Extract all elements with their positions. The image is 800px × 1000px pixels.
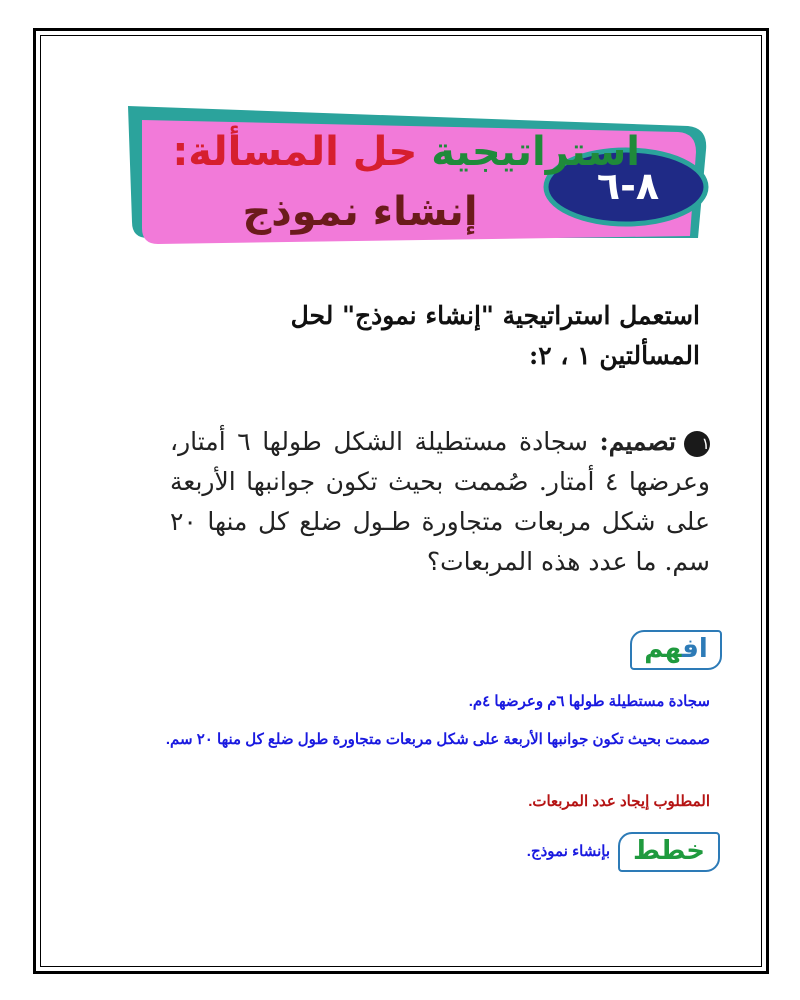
problem-1 — [170, 422, 710, 582]
understand-note-1: سجادة مستطيلة طولها ٦م وعرضها ٤م. — [468, 693, 710, 710]
understand-label-a: اف — [681, 634, 708, 664]
plan-badge: خطط — [618, 832, 720, 872]
intro-text — [180, 296, 700, 376]
title-part-3: المسألة: — [172, 129, 339, 175]
title-part-1: استراتيجية — [431, 129, 640, 175]
understand-note-2: صممت بحيث تكون جوانبها الأربعة على شكل مربعات متجاورة طول ضلع كل منها ٢٠ سم. — [165, 731, 710, 748]
intro-line-2: المسألتين ١ ، ٢: — [529, 341, 700, 370]
plan-note: بإنشاء نموذج. — [526, 843, 610, 860]
understand-badge — [630, 630, 722, 670]
banner-subtitle: إنشاء نموذج — [242, 189, 478, 235]
understand-note-3: المطلوب إيجاد عدد المربعات. — [528, 793, 710, 810]
understand-label-b: هم — [644, 634, 682, 664]
intro-line-1: استعمل استراتيجية "إنشاء نموذج" لحل — [290, 301, 700, 330]
problem-text: سجادة مستطيلة الشكل طولها ٦ أمتار، وعرضها ٤ أمتار. صُممت بحيث تكون جوانبها الأربعة على شكل مربعات متجاورة طـول ضلع كل منها ٢٠ سم. ما عدد هذه المربعات؟ — [170, 427, 711, 576]
lesson-number: ٨-٦ — [596, 164, 660, 208]
title-part-2: حل — [352, 129, 418, 175]
problem-number-badge: ١ — [684, 431, 710, 457]
problem-keyword: تصميم: — [599, 427, 676, 456]
